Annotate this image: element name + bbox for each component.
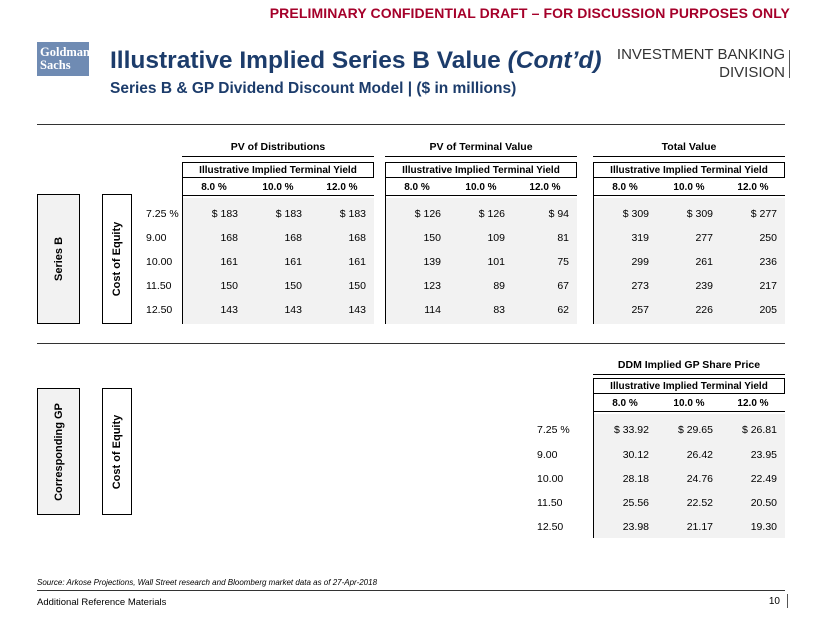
table-cell: $ 126 [478, 208, 505, 220]
source-note: Source: Arkose Projections, Wall Street research and Bloomberg market data as of 27-Apr-2018 [37, 578, 378, 587]
logo-line-2: Sachs [40, 58, 71, 72]
table-cell: 239 [695, 280, 713, 292]
table-cell: 22.49 [750, 473, 777, 485]
table-cell: 139 [423, 256, 441, 268]
division-line-1: INVESTMENT BANKING [616, 46, 785, 63]
table-cell: 226 [695, 304, 713, 316]
division-divider [789, 50, 790, 78]
table-cell: 261 [695, 256, 713, 268]
gp-side-label: Corresponding GP [52, 402, 65, 501]
page-number-divider [787, 594, 788, 608]
table-cell: 101 [487, 256, 505, 268]
table-cell: 299 [631, 256, 649, 268]
terminal-yield-box: Illustrative Implied Terminal Yield [182, 162, 374, 178]
table-cell: 83 [493, 304, 505, 316]
page-subtitle: Series B & GP Dividend Discount Model | ($ in millions) [110, 80, 517, 97]
group-left-border [593, 162, 594, 324]
row-label: 12.50 [537, 521, 564, 533]
table-cell: $ 26.81 [741, 424, 777, 436]
table-cell: 205 [759, 304, 777, 316]
row-label: 9.00 [146, 232, 167, 244]
table-cell: 150 [220, 280, 238, 292]
table-cell: 168 [348, 232, 366, 244]
group-left-border [385, 162, 386, 324]
table-cell: 89 [493, 280, 505, 292]
logo-line-1: Goldman [40, 45, 91, 59]
table-cell: 114 [424, 304, 441, 316]
table-cell: 22.52 [686, 497, 713, 509]
cost-of-equity-axis-label: Cost of Equity [111, 221, 123, 297]
table-cell: 67 [557, 280, 569, 292]
table-cell: 161 [284, 256, 302, 268]
section-divider-middle [37, 343, 785, 344]
column-header-underline [593, 411, 785, 412]
table-cell: 143 [284, 304, 302, 316]
group-left-border [593, 378, 594, 538]
table-cell: 21.17 [686, 521, 713, 533]
table-cell: 81 [557, 232, 569, 244]
column-header: 12.0 % [529, 182, 561, 193]
goldman-sachs-logo [37, 42, 89, 76]
row-label: 11.50 [537, 497, 563, 509]
cost-of-equity-axis-box [102, 388, 132, 515]
column-header: 8.0 % [612, 182, 638, 193]
column-header: 8.0 % [201, 182, 227, 193]
division-label [580, 46, 785, 82]
row-label: 10.00 [537, 473, 564, 485]
column-header: 8.0 % [612, 398, 638, 409]
column-header: 10.0 % [673, 398, 705, 409]
table-cell: 143 [348, 304, 366, 316]
cost-of-equity-axis-box [102, 194, 132, 324]
terminal-yield-box: Illustrative Implied Terminal Yield [593, 378, 785, 394]
table-cell: $ 309 [622, 208, 649, 220]
row-label: 7.25 % [537, 424, 570, 436]
division-line-2: DIVISION [719, 64, 785, 81]
table-cell: $ 126 [414, 208, 441, 220]
footer-label: Additional Reference Materials [37, 597, 167, 608]
table-cell: 168 [284, 232, 302, 244]
table-cell: 24.76 [686, 473, 713, 485]
table-cell: 75 [557, 256, 569, 268]
table-cell: 319 [631, 232, 649, 244]
table-cell: 250 [759, 232, 777, 244]
column-header: 12.0 % [737, 398, 769, 409]
table-cell: 20.50 [750, 497, 777, 509]
table-cell: 143 [220, 304, 238, 316]
row-label: 12.50 [146, 304, 173, 316]
column-header: 12.0 % [326, 182, 358, 193]
table-cell: 26.42 [686, 449, 713, 461]
table-cell: 257 [631, 304, 649, 316]
row-label: 7.25 % [146, 208, 179, 220]
group-title: PV of Terminal Value [385, 141, 577, 157]
section-divider-top [37, 124, 785, 125]
group-title: PV of Distributions [182, 141, 374, 157]
table-cell: 150 [348, 280, 366, 292]
column-header-underline [182, 195, 374, 196]
column-header: 10.0 % [673, 182, 705, 193]
column-header: 12.0 % [737, 182, 769, 193]
footer-divider [37, 590, 785, 591]
table-cell: 28.18 [622, 473, 649, 485]
table-cell: 161 [220, 256, 238, 268]
column-header: 8.0 % [404, 182, 430, 193]
row-label: 10.00 [146, 256, 173, 268]
column-header-underline [385, 195, 577, 196]
table-cell: $ 277 [750, 208, 777, 220]
group-title: Total Value [593, 141, 785, 157]
row-label: 9.00 [537, 449, 558, 461]
table-cell: 62 [557, 304, 569, 316]
table-cell: $ 33.92 [613, 424, 649, 436]
table-cell: 273 [631, 280, 649, 292]
table-cell: 123 [423, 280, 441, 292]
table-cell: $ 309 [686, 208, 713, 220]
table-cell: 19.30 [750, 521, 777, 533]
confidential-banner: PRELIMINARY CONFIDENTIAL DRAFT – FOR DISCUSSION PURPOSES ONLY [269, 5, 790, 21]
table-cell: 109 [487, 232, 505, 244]
table-cell: 150 [284, 280, 302, 292]
column-header: 10.0 % [465, 182, 497, 193]
title-italic: (Cont’d) [507, 47, 602, 74]
table-cell: 25.56 [622, 497, 649, 509]
gp-table-title: DDM Implied GP Share Price [593, 359, 785, 375]
table-cell: $ 183 [211, 208, 238, 220]
table-cell: 30.12 [622, 449, 649, 461]
cost-of-equity-axis-label: Cost of Equity [111, 414, 123, 489]
table-cell: 23.98 [622, 521, 649, 533]
table-cell: $ 183 [339, 208, 366, 220]
series-b-side-box [37, 194, 80, 324]
group-left-border [182, 162, 183, 324]
table-cell: 168 [220, 232, 238, 244]
page-title [110, 47, 602, 75]
series-b-side-label: Series B [52, 236, 65, 282]
page-number: 10 [768, 596, 780, 607]
terminal-yield-box: Illustrative Implied Terminal Yield [385, 162, 577, 178]
table-cell: 236 [759, 256, 777, 268]
title-main: Illustrative Implied Series B Value [110, 47, 508, 74]
table-cell: 150 [423, 232, 441, 244]
column-header-underline [593, 195, 785, 196]
row-label: 11.50 [146, 280, 172, 292]
table-cell: 161 [348, 256, 366, 268]
table-cell: 217 [759, 280, 777, 292]
table-cell: 277 [695, 232, 713, 244]
table-cell: $ 94 [548, 208, 569, 220]
table-cell: $ 29.65 [677, 424, 713, 436]
table-cell: $ 183 [275, 208, 302, 220]
gp-side-box [37, 388, 80, 515]
terminal-yield-box: Illustrative Implied Terminal Yield [593, 162, 785, 178]
column-header: 10.0 % [262, 182, 294, 193]
table-cell: 23.95 [750, 449, 777, 461]
